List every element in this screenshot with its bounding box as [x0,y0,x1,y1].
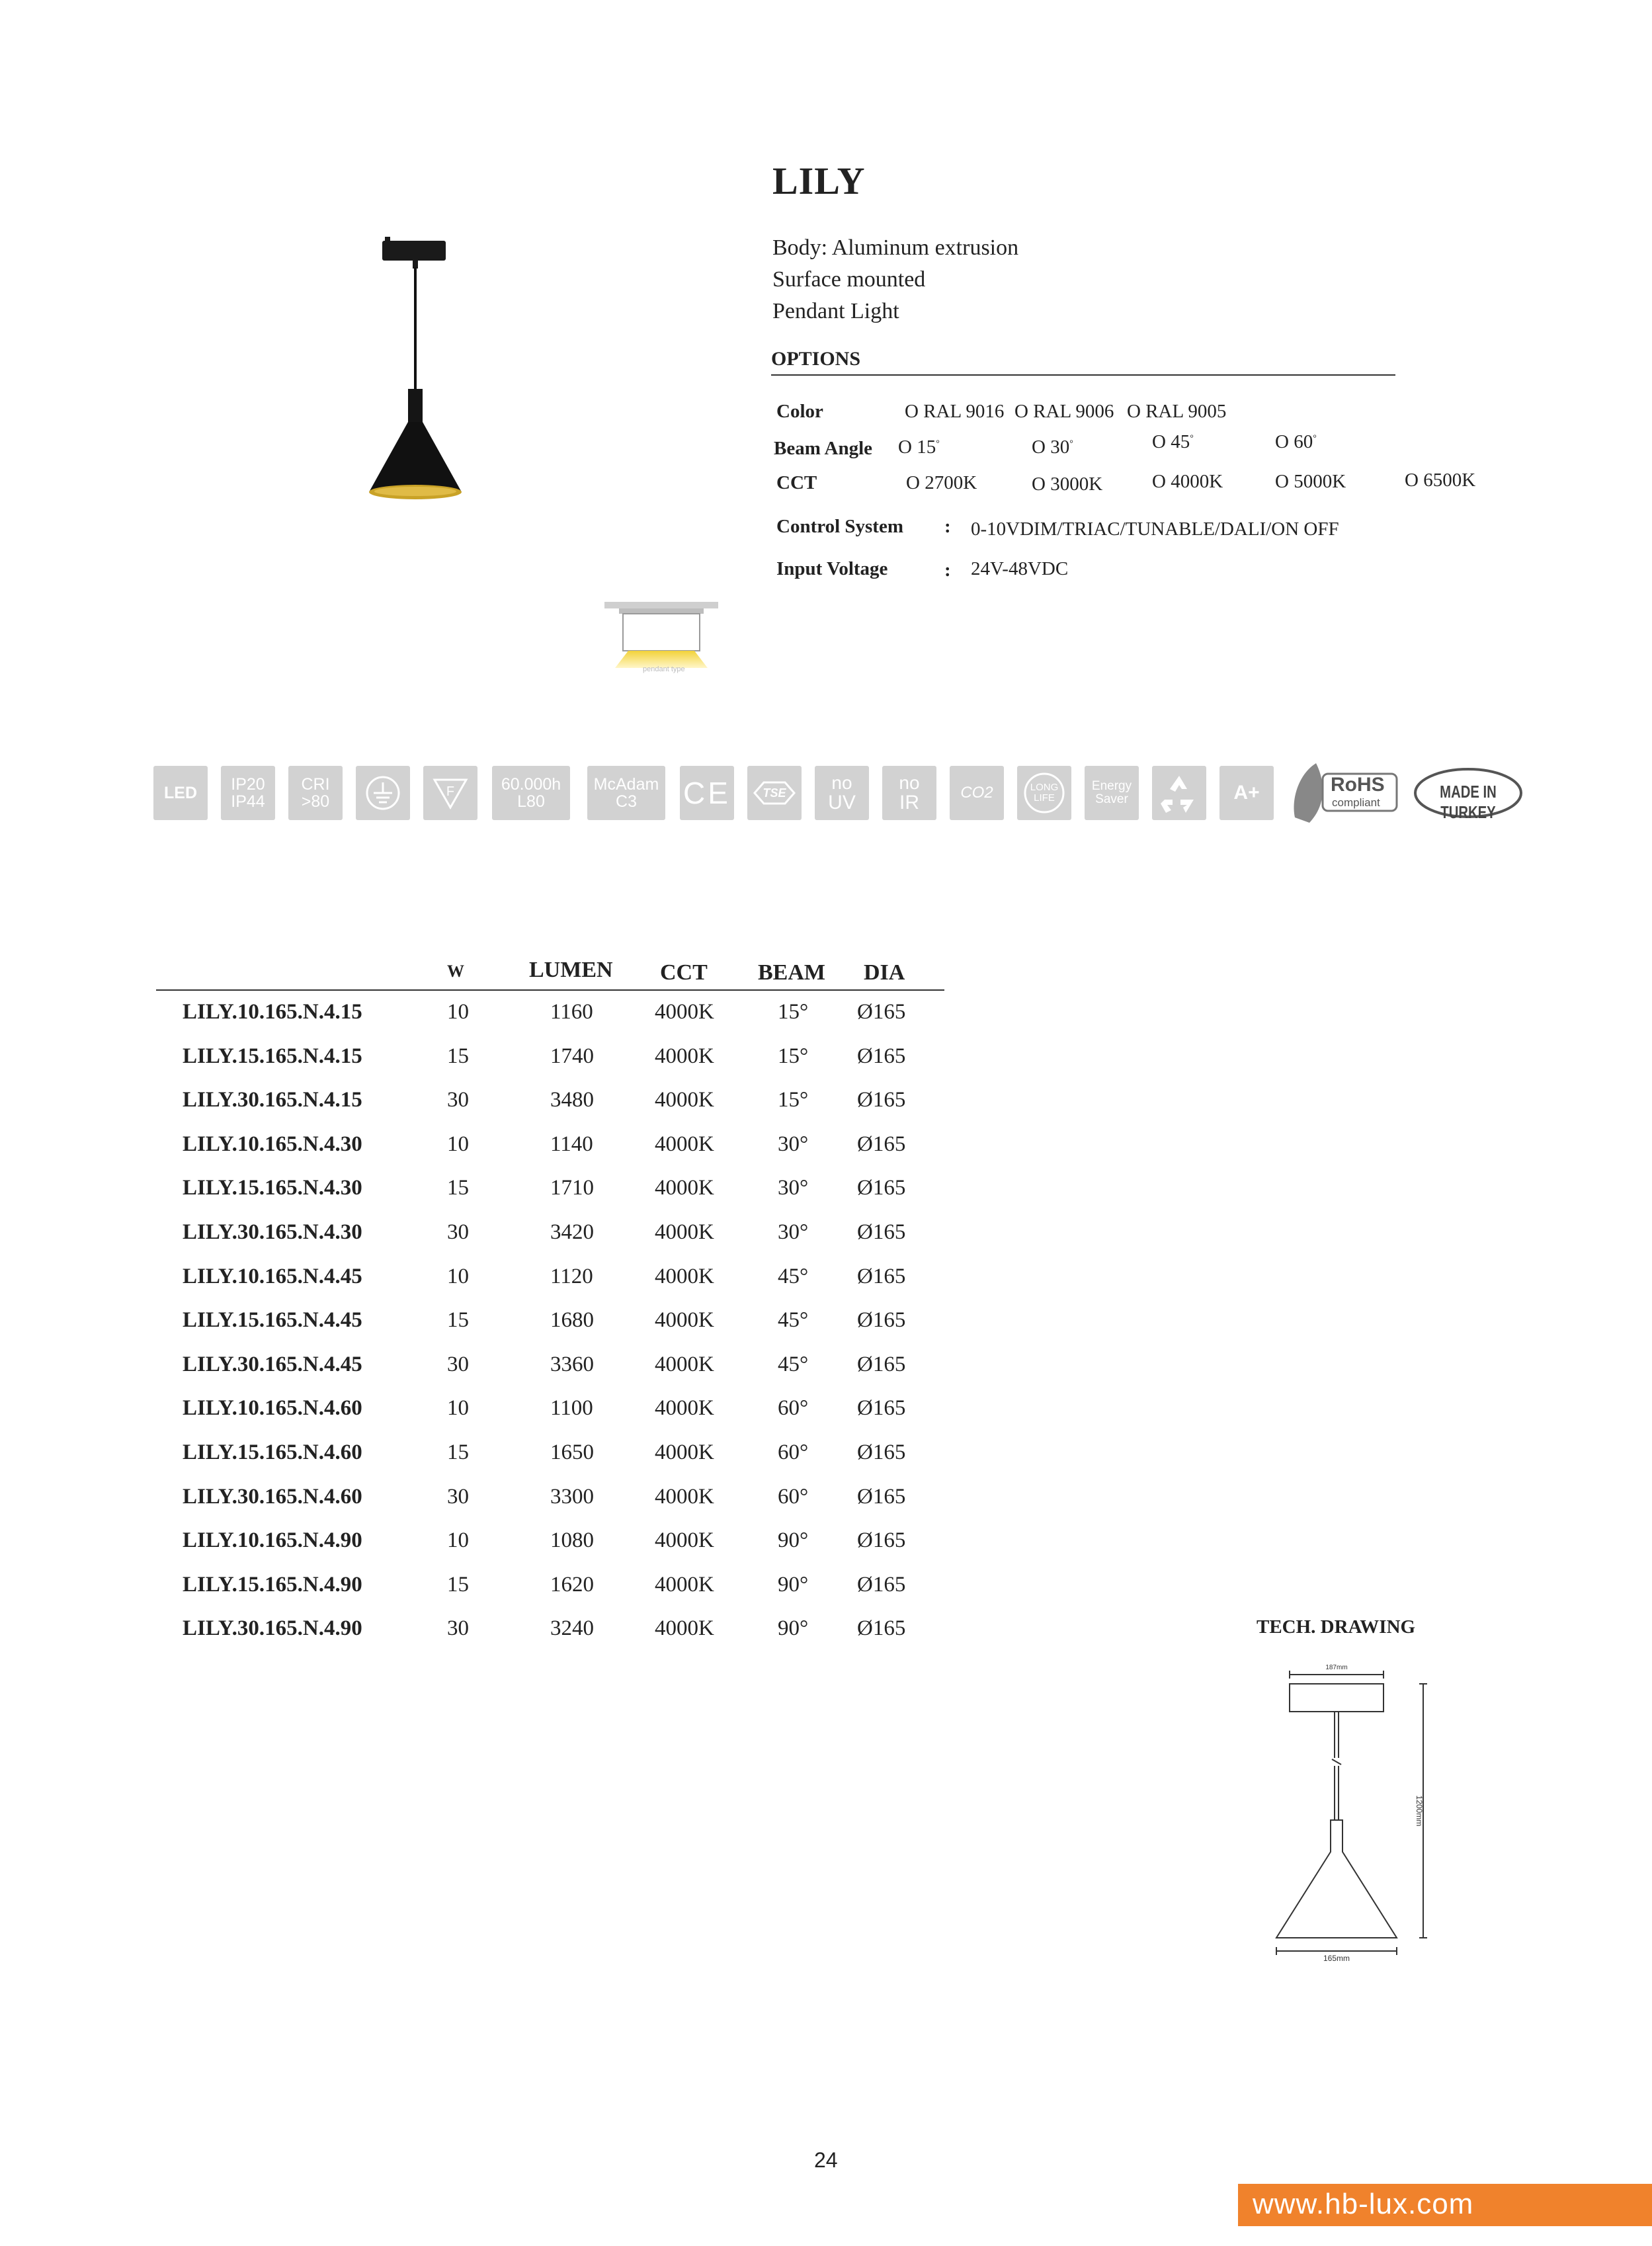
long-life-icon: LONG LIFE [1017,766,1071,820]
cell-w: 10 [447,1000,469,1024]
cell-cct: 4000K [655,1132,714,1156]
cell-cct: 4000K [655,1573,714,1597]
col-header-cct: CCT [660,960,708,985]
height-dimension-label: 1200mm [1415,1795,1424,1827]
table-row [0,1265,992,1304]
cell-lumen: 1710 [550,1176,594,1200]
control-system-label: Control System [776,516,903,537]
tech-drawing [1270,1660,1442,1964]
rohs-icon [1290,759,1401,825]
cell-lumen: 1100 [550,1396,593,1420]
table-row [0,1308,992,1348]
made-in-turkey-icon [1413,766,1524,820]
table-row [0,1000,992,1040]
cell-dia: Ø165 [857,1528,906,1552]
cell-w: 30 [447,1485,469,1509]
cell-beam: 45° [778,1352,809,1376]
cell-beam: 15° [778,1088,809,1112]
cell-beam: 30° [778,1132,809,1156]
co2-icon: CO2 [950,766,1004,820]
table-divider [156,989,944,991]
table-row [0,1352,992,1392]
input-voltage-value: 24V-48VDC [971,558,1069,579]
cell-code: LILY.30.165.N.4.30 [183,1220,362,1244]
ce-mark-icon: CE [680,766,734,820]
beam-angle-label: Beam Angle [774,438,873,459]
cell-dia: Ø165 [857,1132,906,1156]
product-title: LILY [772,159,866,202]
cell-dia: Ø165 [857,1485,906,1509]
table-row [0,1044,992,1084]
control-system-colon: : [944,516,951,537]
table-row [0,1485,992,1524]
energy-class-icon: A+ [1219,766,1274,820]
cell-beam: 60° [778,1440,809,1464]
cell-dia: Ø165 [857,1352,906,1376]
cct-option-2700: O 2700K [906,472,977,493]
cell-beam: 90° [778,1616,809,1640]
table-row [0,1176,992,1216]
cell-beam: 90° [778,1528,809,1552]
color-option-9016: O RAL 9016 [905,401,1005,422]
diameter-dimension-label: 165mm [1323,1954,1350,1963]
cell-w: 30 [447,1352,469,1376]
website-link[interactable]: www.hb-lux.com [1253,2188,1474,2220]
cell-cct: 4000K [655,1485,714,1509]
color-option-9006: O RAL 9006 [1014,401,1114,422]
cell-cct: 4000K [655,1000,714,1024]
col-header-dia: DIA [864,960,905,985]
table-row [0,1396,992,1436]
cell-dia: Ø165 [857,1088,906,1112]
cell-beam: 90° [778,1573,809,1597]
top-dimension-label: 187mm [1325,1664,1348,1671]
cell-cct: 4000K [655,1308,714,1332]
cell-code: LILY.15.165.N.4.15 [183,1044,362,1068]
input-voltage-label: Input Voltage [776,558,888,579]
cell-lumen: 1080 [550,1528,594,1552]
cell-lumen: 1620 [550,1573,594,1597]
table-row [0,1573,992,1612]
cell-w: 10 [447,1132,469,1156]
body-description: Body: Aluminum extrusion [772,235,1019,260]
cell-lumen: 3360 [550,1352,594,1376]
type-description: Pendant Light [772,299,899,323]
rohs-compliant-label: compliant [1332,796,1380,809]
earth-ground-icon [356,766,410,820]
cell-w: 10 [447,1528,469,1552]
cell-w: 15 [447,1440,469,1464]
rohs-label: RoHS [1331,774,1385,796]
cell-lumen: 1120 [550,1265,593,1288]
made-in-turkey-label: MADE IN TURKEY [1440,782,1497,822]
cell-cct: 4000K [655,1265,714,1288]
cell-beam: 60° [778,1396,809,1420]
cell-beam: 60° [778,1485,809,1509]
cell-w: 10 [447,1265,469,1288]
cell-dia: Ø165 [857,1308,906,1332]
cell-code: LILY.15.165.N.4.60 [183,1440,362,1464]
cell-w: 15 [447,1176,469,1200]
led-icon: LED [153,766,208,820]
cell-code: LILY.15.165.N.4.45 [183,1308,362,1332]
no-uv-icon: no UV [815,766,869,820]
cell-dia: Ø165 [857,1220,906,1244]
cell-code: LILY.10.165.N.4.90 [183,1528,362,1552]
macadam-icon: McAdam C3 [587,766,665,820]
beam-option-15: O 15° [898,437,940,458]
cell-cct: 4000K [655,1044,714,1068]
cell-beam: 30° [778,1176,809,1200]
cell-dia: Ø165 [857,1573,906,1597]
beam-option-60: O 60° [1275,431,1317,452]
cell-lumen: 3240 [550,1616,594,1640]
cell-beam: 45° [778,1265,809,1288]
cct-option-4000: O 4000K [1152,471,1223,492]
table-row [0,1616,992,1656]
cell-cct: 4000K [655,1220,714,1244]
cell-dia: Ø165 [857,1265,906,1288]
cell-lumen: 1650 [550,1440,594,1464]
cell-lumen: 1680 [550,1308,594,1332]
ip-rating-icon: IP20 IP44 [221,766,275,820]
cell-beam: 15° [778,1000,809,1024]
options-divider [771,374,1395,376]
cct-option-5000: O 5000K [1275,471,1346,492]
energy-saver-icon: Energy Saver [1085,766,1139,820]
col-header-w: W [447,962,464,981]
no-ir-icon: no IR [882,766,936,820]
control-system-value: 0-10VDIM/TRIAC/TUNABLE/DALI/ON OFF [971,519,1339,540]
pendant-type-diagram [602,599,721,681]
cell-beam: 30° [778,1220,809,1244]
cell-code: LILY.30.165.N.4.15 [183,1088,362,1112]
cell-code: LILY.15.165.N.4.30 [183,1176,362,1200]
cell-cct: 4000K [655,1440,714,1464]
lifetime-icon: 60.000h L80 [492,766,570,820]
svg-text:F: F [446,784,455,799]
cell-cct: 4000K [655,1176,714,1200]
cell-code: LILY.30.165.N.4.45 [183,1352,362,1376]
cell-w: 10 [447,1396,469,1420]
cell-lumen: 1160 [550,1000,593,1024]
product-photo [357,233,476,511]
cell-lumen: 3480 [550,1088,594,1112]
cct-option-6500: O 6500K [1405,470,1476,491]
recycle-icon [1152,766,1206,820]
col-header-beam: BEAM [758,960,825,985]
pendant-type-label: pendant type [643,665,685,673]
cell-code: LILY.15.165.N.4.90 [183,1573,362,1597]
cell-code: LILY.10.165.N.4.45 [183,1265,362,1288]
cct-option-3000: O 3000K [1032,474,1103,495]
input-voltage-colon: : [944,560,951,581]
cell-lumen: 3420 [550,1220,594,1244]
footer-banner [1238,2184,1652,2226]
cell-dia: Ø165 [857,1044,906,1068]
cell-dia: Ø165 [857,1396,906,1420]
cell-cct: 4000K [655,1616,714,1640]
cell-lumen: 1140 [550,1132,593,1156]
cell-cct: 4000K [655,1352,714,1376]
beam-option-45: O 45° [1152,431,1194,452]
cell-beam: 45° [778,1308,809,1332]
cell-w: 30 [447,1616,469,1640]
cell-code: LILY.10.165.N.4.30 [183,1132,362,1156]
cell-dia: Ø165 [857,1616,906,1640]
options-heading: OPTIONS [771,348,861,370]
cell-cct: 4000K [655,1088,714,1112]
cell-beam: 15° [778,1044,809,1068]
table-row [0,1132,992,1172]
cell-w: 15 [447,1044,469,1068]
f-mark-icon [423,766,477,820]
cell-cct: 4000K [655,1528,714,1552]
cell-code: LILY.30.165.N.4.60 [183,1485,362,1509]
mount-description: Surface mounted [772,267,926,292]
cell-w: 30 [447,1220,469,1244]
tse-mark-icon: TSE [747,766,802,820]
page-number: 24 [814,2148,838,2172]
cell-cct: 4000K [655,1396,714,1420]
color-label: Color [776,401,823,422]
cell-code: LILY.30.165.N.4.90 [183,1616,362,1640]
cell-dia: Ø165 [857,1440,906,1464]
cell-code: LILY.10.165.N.4.60 [183,1396,362,1420]
table-row [0,1220,992,1260]
beam-option-30: O 30° [1032,437,1073,458]
table-row [0,1528,992,1568]
cell-dia: Ø165 [857,1000,906,1024]
cell-lumen: 1740 [550,1044,594,1068]
cell-dia: Ø165 [857,1176,906,1200]
cell-code: LILY.10.165.N.4.15 [183,1000,362,1024]
tech-drawing-title: TECH. DRAWING [1257,1616,1416,1638]
table-row [0,1440,992,1480]
col-header-lumen: LUMEN [529,958,613,982]
cell-w: 30 [447,1088,469,1112]
cell-w: 15 [447,1573,469,1597]
cell-w: 15 [447,1308,469,1332]
cell-lumen: 3300 [550,1485,594,1509]
table-row [0,1088,992,1128]
cct-label: CCT [776,472,817,493]
cri-icon: CRI >80 [288,766,343,820]
color-option-9005: O RAL 9005 [1127,401,1227,422]
